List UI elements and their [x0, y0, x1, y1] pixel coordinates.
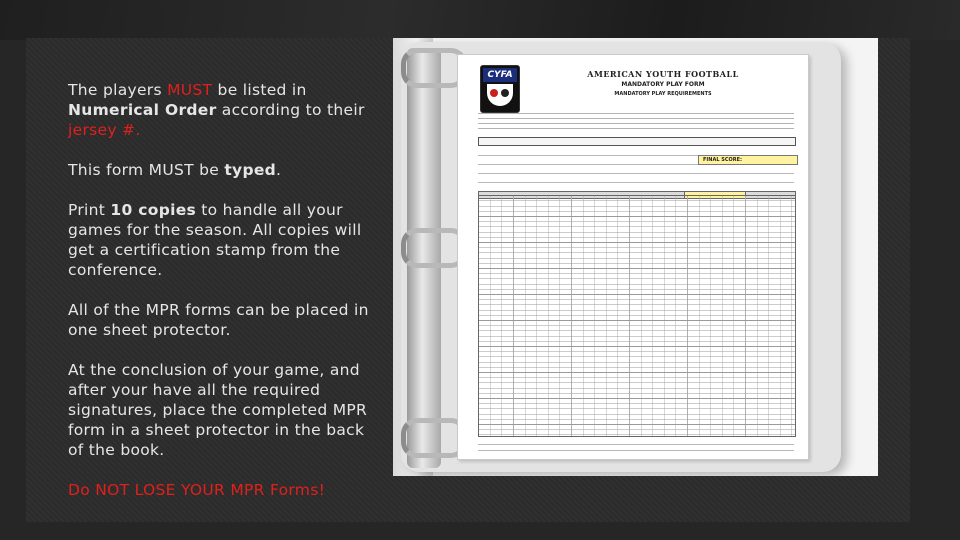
binder-photo: [393, 38, 878, 476]
paragraph-text-run: to handle all your games for the season. All copies will get a certification stamp from the conference.: [68, 201, 362, 279]
instruction-paragraph: [68, 200, 378, 280]
paragraph-text-run: This form MUST be: [68, 161, 225, 179]
form-requirements-heading: MANDATORY PLAY REQUIREMENTS: [614, 91, 712, 97]
instruction-paragraphs: [68, 80, 378, 460]
paragraph-text-run: .: [276, 161, 282, 179]
paragraph-text-run: MUST: [167, 81, 213, 99]
form-fine-print: [478, 113, 794, 133]
form-subtitle: MANDATORY PLAY FORM: [621, 81, 705, 88]
logo-shield-icon: [487, 84, 513, 106]
form-signature-lines: [478, 439, 794, 453]
form-info-rows: [478, 147, 794, 191]
instruction-paragraph: [68, 80, 378, 140]
background-top-band: [0, 0, 960, 40]
instruction-paragraph: [68, 300, 378, 340]
mandatory-play-form-sheet: [457, 54, 809, 460]
paragraph-text-run: be listed in: [212, 81, 307, 99]
paragraph-text-run: jersey #.: [68, 121, 141, 139]
paragraph-text-run: 10 copies: [110, 201, 197, 219]
logo-text: CYFA: [483, 68, 517, 82]
paragraph-text-run: The players: [68, 81, 168, 99]
paragraph-text-run: At the conclusion of your game, and after your have all the required signatures, place the completed MPR form in a sheet protector in the back of the book.: [68, 361, 368, 459]
paragraph-text-run: All of the MPR forms can be placed in one sheet protector.: [68, 301, 369, 339]
cyfa-logo: [480, 65, 520, 113]
paragraph-text-run: according to their: [216, 101, 365, 119]
instruction-paragraph: [68, 360, 378, 460]
form-title: AMERICAN YOUTH FOOTBALL: [587, 69, 739, 79]
paragraph-text-run: Print: [68, 201, 111, 219]
warning-text: Do NOT LOSE YOUR MPR Forms!: [68, 481, 326, 499]
roster-grid: [478, 195, 796, 437]
form-division-bar: [478, 137, 796, 146]
instructions-text: [68, 80, 378, 500]
paragraph-text-run: typed: [224, 161, 277, 179]
paragraph-text-run: Numerical Order: [68, 101, 217, 119]
final-score-box: FINAL SCORE:: [698, 155, 798, 165]
instruction-paragraph: [68, 160, 378, 180]
